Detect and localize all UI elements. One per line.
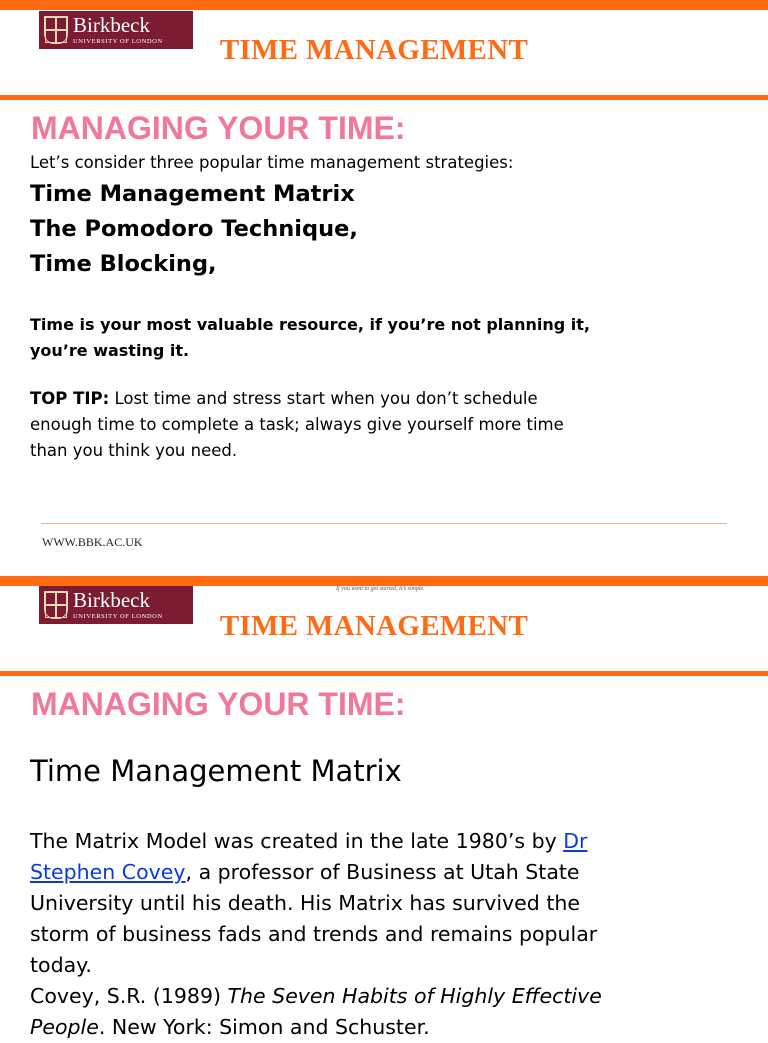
ref-title: The Seven Habits of Highly Effective People [30,984,602,1039]
strategy-item: Time Blocking, [30,251,217,277]
header-title: TIME MANAGEMENT [219,34,529,66]
logo-name: Birkbeck [73,13,150,37]
crest-icon [44,16,68,44]
page-heading: MANAGING YOUR TIME: [31,110,406,146]
top-accent-bar [0,576,768,586]
top-accent-bar [0,0,768,10]
ref-publisher: . New York: Simon and Schuster. [98,1015,430,1039]
birkbeck-logo [39,586,193,624]
logo-subtitle: UNIVERSITY OF LONDON [73,38,163,45]
top-tip [30,386,570,464]
covey-link[interactable]: Dr Stephen Covey [30,829,588,884]
quote-text: Time is your most valuable resource, if you’re not planning it, you’re wasting it. [30,315,590,360]
strategy-item: Time Management Matrix [30,181,355,207]
intro-text: Let’s consider three popular time management strategies: [30,153,514,172]
matrix-description [30,826,630,981]
strategy-item: The Pomodoro Technique, [30,216,358,242]
reference [30,981,630,1043]
tiny-caption: If you want to get started, it’s simple. [336,586,425,592]
slide-2 [0,576,768,1039]
top-tip-label: TOP TIP: [30,389,110,408]
header-divider [0,671,768,676]
birkbeck-logo [39,11,193,49]
para-text: The Matrix Model was created in the late 1980’s by [30,829,564,853]
section-subheading: Time Management Matrix [30,754,402,788]
para-text: , a professor of Business at Utah State University until his death. His Matrix has survived the storm of business fads and trends and remains popular today. [30,860,598,977]
header-divider [0,95,768,100]
page-heading: MANAGING YOUR TIME: [31,686,406,722]
footer-url: WWW.BBK.AC.UK [42,535,143,549]
logo-subtitle: UNIVERSITY OF LONDON [73,613,163,620]
crest-icon [44,591,68,619]
top-tip-text: Lost time and stress start when you don’t schedule enough time to complete a task; always give yourself more time than you think you need. [30,389,564,460]
ref-author: Covey, S.R. (1989) [30,984,228,1008]
header-title: TIME MANAGEMENT [219,610,529,642]
footer-divider [41,523,727,524]
logo-name: Birkbeck [73,588,150,612]
